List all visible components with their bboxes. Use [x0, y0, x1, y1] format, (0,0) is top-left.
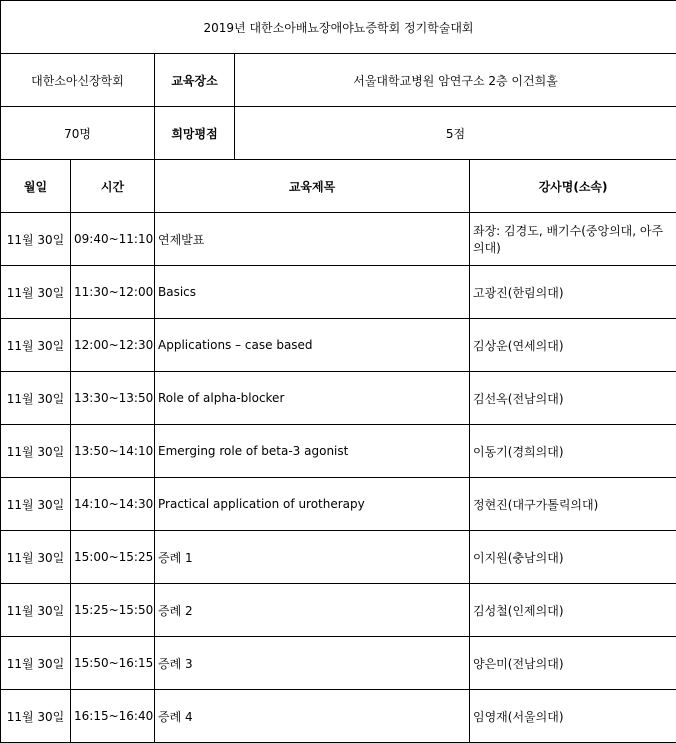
- row-time: 12:00~12:30: [71, 319, 155, 372]
- row-date: 11월 30일: [1, 213, 71, 266]
- row-speaker: 김상운(연세의대): [470, 319, 676, 372]
- row-topic: 증례 4: [155, 690, 470, 743]
- table-row: [1, 584, 676, 637]
- row-topic: Basics: [155, 266, 470, 319]
- table-row: [1, 372, 676, 425]
- row-date: 11월 30일: [1, 319, 71, 372]
- row-time: 15:00~15:25: [71, 531, 155, 584]
- row-topic: 연제발표: [155, 213, 470, 266]
- row-speaker: 임영재(서울의대): [470, 690, 676, 743]
- info-row-2: [1, 107, 676, 160]
- table-row: [1, 531, 676, 584]
- table-row: [1, 425, 676, 478]
- row-speaker: 고광진(한림의대): [470, 266, 676, 319]
- row-time: 09:40~11:10: [71, 213, 155, 266]
- table-row: [1, 690, 676, 743]
- points-label: 희망평점: [155, 107, 235, 160]
- row-date: 11월 30일: [1, 637, 71, 690]
- row-time: 15:50~16:15: [71, 637, 155, 690]
- row-time: 13:30~13:50: [71, 372, 155, 425]
- header-speaker: 강사명(소속): [470, 160, 676, 213]
- row-time: 11:30~12:00: [71, 266, 155, 319]
- row-topic: 증례 1: [155, 531, 470, 584]
- row-topic: Applications – case based: [155, 319, 470, 372]
- row-topic: Practical application of urotherapy: [155, 478, 470, 531]
- row-speaker: 정현진(대구가톨릭의대): [470, 478, 676, 531]
- table-row: [1, 213, 676, 266]
- row-topic: 증례 3: [155, 637, 470, 690]
- row-speaker: 좌장: 김경도, 배기수(중앙의대, 아주의대): [470, 213, 676, 266]
- table-row: [1, 266, 676, 319]
- row-topic: Role of alpha-blocker: [155, 372, 470, 425]
- row-speaker: 이동기(경희의대): [470, 425, 676, 478]
- capacity: 70명: [1, 107, 155, 160]
- row-speaker: 김선옥(전남의대): [470, 372, 676, 425]
- row-speaker: 김성철(인제의대): [470, 584, 676, 637]
- table-row: [1, 637, 676, 690]
- header-row: [1, 160, 676, 213]
- points-value: 5점: [235, 107, 676, 160]
- header-date: 월일: [1, 160, 71, 213]
- row-date: 11월 30일: [1, 690, 71, 743]
- title-row: [1, 1, 676, 54]
- header-topic: 교육제목: [155, 160, 470, 213]
- row-date: 11월 30일: [1, 584, 71, 637]
- row-time: 15:25~15:50: [71, 584, 155, 637]
- venue-value: 서울대학교병원 암연구소 2층 이건희홀: [235, 54, 676, 107]
- row-date: 11월 30일: [1, 531, 71, 584]
- organizer: 대한소아신장학회: [1, 54, 155, 107]
- row-speaker: 이지원(충남의대): [470, 531, 676, 584]
- table-row: [1, 319, 676, 372]
- row-speaker: 양은미(전남의대): [470, 637, 676, 690]
- page-title: 2019년 대한소아배뇨장애야뇨증학회 정기학술대회: [1, 1, 676, 54]
- row-date: 11월 30일: [1, 266, 71, 319]
- info-row-1: [1, 54, 676, 107]
- row-date: 11월 30일: [1, 478, 71, 531]
- table-row: [1, 478, 676, 531]
- row-date: 11월 30일: [1, 425, 71, 478]
- row-time: 14:10~14:30: [71, 478, 155, 531]
- header-time: 시간: [71, 160, 155, 213]
- venue-label: 교육장소: [155, 54, 235, 107]
- row-date: 11월 30일: [1, 372, 71, 425]
- row-time: 13:50~14:10: [71, 425, 155, 478]
- row-topic: 증례 2: [155, 584, 470, 637]
- row-topic: Emerging role of beta-3 agonist: [155, 425, 470, 478]
- row-time: 16:15~16:40: [71, 690, 155, 743]
